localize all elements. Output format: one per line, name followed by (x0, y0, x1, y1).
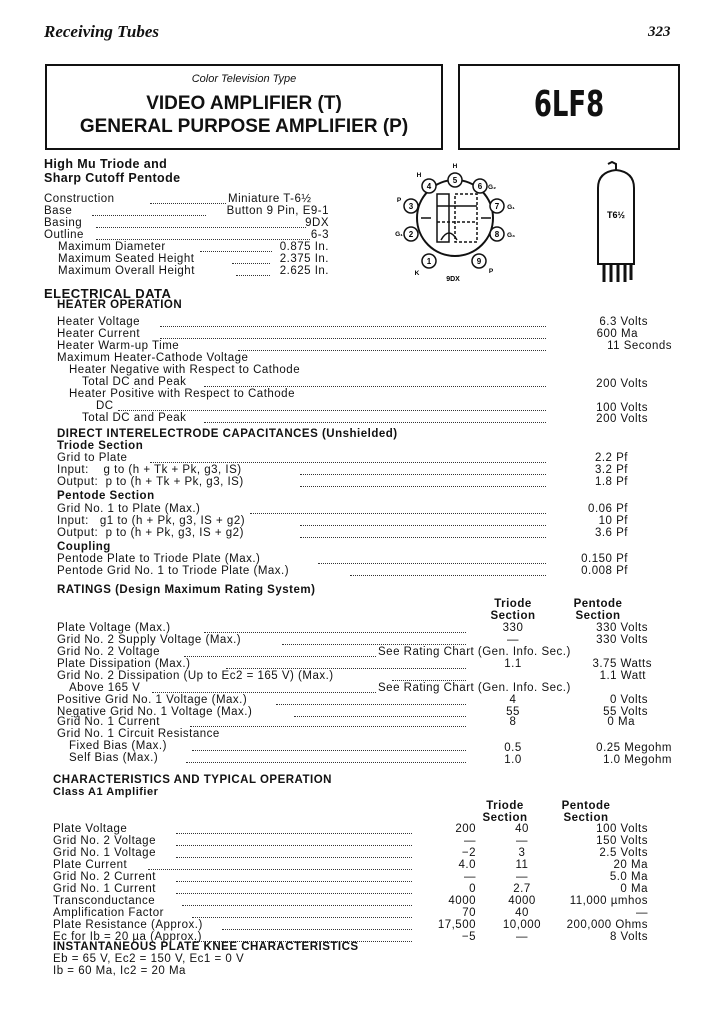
cap-pentode-input-value: 10 Pf (598, 515, 628, 527)
char-row-triode-b: 40 (515, 823, 529, 835)
cap-coupling-grid-value: 0.008 Pf (581, 565, 628, 577)
class-a1-heading: Class A1 Amplifier (53, 786, 159, 798)
rating-pos-g1-pentode: 0 Volts (609, 694, 648, 706)
pin-label-1: K (414, 270, 420, 277)
char-row-triode-a: −2 (461, 847, 476, 859)
coupling-heading: Coupling (57, 541, 111, 553)
description-line-2: Sharp Cutoff Pentode (44, 171, 181, 185)
pos-total-dc-peak-value: 200 Volts (596, 413, 648, 425)
pin-label-9: P (488, 268, 494, 275)
title-line-2: GENERAL PURPOSE AMPLIFIER (P) (79, 116, 409, 137)
rating-fixed-bias-pentode: 0.25 Megohm (596, 742, 672, 754)
char-row-label: Grid No. 1 Current (53, 883, 156, 895)
char-row-triode-b: — (516, 835, 528, 847)
capacitances-heading: DIRECT INTERELECTRODE CAPACITANCES (Unshielded) (57, 428, 398, 440)
pin-label-4: H (416, 172, 422, 179)
knee-line-1: Eb = 65 V, Ec2 = 150 V, Ec1 = 0 V (53, 953, 245, 965)
char-col-pentode-1: Pentode (561, 800, 611, 812)
description-line-1: High Mu Triode and (44, 157, 168, 171)
char-row-pentode: 5.0 Ma (609, 871, 648, 883)
pin-1: 1 (426, 257, 432, 266)
char-row-triode-a: 0 (469, 883, 476, 895)
rating-g2-voltage-span: See Rating Chart (Gen. Info. Sec.) (378, 646, 571, 658)
tube-outline-drawing (590, 160, 642, 285)
cap-triode-output-value: 1.8 Pf (594, 476, 628, 488)
pin-5: 5 (452, 176, 458, 185)
pin-label-3: P (396, 197, 402, 204)
pin-label-6: G₂ (488, 184, 496, 191)
ratings-col-triode-1: Triode (494, 598, 532, 610)
pin-3: 3 (408, 202, 414, 211)
cap-pentode-output-value: 3.6 Pf (594, 527, 628, 539)
cap-g1-plate-label: Grid No. 1 to Plate (Max.) (57, 503, 201, 515)
char-row-label: Plate Resistance (Approx.) (53, 919, 203, 931)
triode-section-heading: Triode Section (57, 440, 144, 452)
rating-pos-g1-label: Positive Grid No. 1 Voltage (Max.) (57, 694, 248, 706)
pin-7: 7 (494, 202, 500, 211)
char-row-label: Plate Voltage (53, 823, 128, 835)
title-line-1: VIDEO AMPLIFIER (T) (146, 93, 342, 114)
char-row-triode-b: 40 (515, 907, 529, 919)
rating-neg-g1-triode: 55 (506, 706, 520, 718)
rating-g1-current-pentode: 0 Ma (607, 716, 635, 728)
max-seated-height-label: Maximum Seated Height (58, 253, 195, 265)
max-overall-height-label: Maximum Overall Height (58, 265, 195, 277)
pin-9: 9 (476, 257, 482, 266)
cap-grid-plate-label: Grid to Plate (57, 452, 128, 464)
heater-voltage-label: Heater Voltage (57, 316, 141, 328)
pin-label-8: G₃ (506, 232, 516, 239)
char-row-triode-a: — (464, 835, 476, 847)
ratings-heading: RATINGS (Design Maximum Rating System) (57, 584, 316, 596)
max-diameter-value: 0.875 In. (279, 241, 329, 253)
title-box (45, 64, 443, 150)
max-overall-height-value: 2.625 In. (279, 265, 329, 277)
char-row-label: Amplification Factor (53, 907, 164, 919)
characteristics-heading: CHARACTERISTICS AND TYPICAL OPERATION (53, 774, 332, 786)
max-seated-height-value: 2.375 In. (279, 253, 329, 265)
basing-code: 9DX (446, 276, 460, 283)
pin-label-5: H (452, 163, 458, 170)
char-row-pentode: 200,000 Ohms (566, 919, 648, 931)
construction-label: Construction (44, 193, 115, 205)
char-row-pentode: 100 Volts (596, 823, 648, 835)
char-col-triode-1: Triode (486, 800, 524, 812)
neg-total-dc-peak-label: Total DC and Peak (82, 376, 187, 388)
max-diameter-label: Maximum Diameter (58, 241, 166, 253)
char-row-triode-b: 2.7 (513, 883, 531, 895)
neg-total-dc-peak-value: 200 Volts (596, 378, 648, 390)
heater-positive-label: Heater Positive with Respect to Cathode (69, 388, 295, 400)
outline-label: Outline (44, 229, 84, 241)
char-row-label: Grid No. 1 Voltage (53, 847, 156, 859)
basing-value: 9DX (305, 217, 329, 229)
rating-plate-dissipation-pentode: 3.75 Watts (592, 658, 652, 670)
pin-8: 8 (494, 230, 500, 239)
page-number: 323 (648, 24, 671, 40)
outline-size-label: T6½ (606, 210, 626, 220)
rating-plate-voltage-triode: 330 (502, 622, 524, 634)
cap-grid-plate-value: 2.2 Pf (594, 452, 628, 464)
cap-coupling-plate-label: Pentode Plate to Triode Plate (Max.) (57, 553, 261, 565)
char-row-triode-b: 10,000 (502, 919, 542, 931)
ratings-col-triode-2: Section (490, 610, 536, 622)
rating-g1-current-triode: 8 (509, 716, 517, 728)
cap-g1-plate-value: 0.06 Pf (588, 503, 628, 515)
rating-fixed-bias-triode: 0.5 (504, 742, 522, 754)
pos-dc-value: 100 Volts (596, 402, 648, 414)
pin-6: 6 (477, 182, 483, 191)
pos-total-dc-peak-label: Total DC and Peak (82, 412, 187, 424)
cap-coupling-plate-value: 0.150 Pf (581, 553, 628, 565)
char-row-pentode: 20 Ma (613, 859, 648, 871)
heater-voltage-value: 6.3 Volts (599, 316, 648, 328)
char-row-triode-b: 11 (515, 859, 529, 871)
char-row-triode-a: 17,500 (437, 919, 476, 931)
rating-plate-dissipation-label: Plate Dissipation (Max.) (57, 658, 191, 670)
knee-line-2: Ib = 60 Ma, Ic2 = 20 Ma (53, 965, 186, 977)
max-heater-cathode-label: Maximum Heater-Cathode Voltage (57, 352, 249, 364)
char-row-label: Ec for Ib = 20 µa (Approx.) (53, 931, 202, 943)
cap-coupling-grid-label: Pentode Grid No. 1 to Triode Plate (Max.) (57, 565, 290, 577)
rating-above-165-span: See Rating Chart (Gen. Info. Sec.) (378, 682, 571, 694)
char-row-triode-a: 4.0 (458, 859, 476, 871)
basing-diagram (393, 160, 523, 285)
char-row-pentode: 2.5 Volts (599, 847, 648, 859)
char-row-triode-a: −5 (461, 931, 476, 943)
rating-g2-supply-triode: — (507, 634, 519, 646)
knee-heading: INSTANTANEOUS PLATE KNEE CHARACTERISTICS (53, 941, 359, 953)
char-row-label: Transconductance (53, 895, 156, 907)
tube-type: 6LF8 (533, 84, 605, 125)
rating-g1-current-label: Grid No. 1 Current (57, 716, 160, 728)
heater-warmup-label: Heater Warm-up Time (57, 340, 180, 352)
char-row-triode-a: 70 (462, 907, 476, 919)
char-row-triode-a: 4000 (448, 895, 476, 907)
rating-above-165-label: Above 165 V (69, 682, 141, 694)
pentode-section-heading: Pentode Section (57, 490, 155, 502)
base-label: Base (44, 205, 73, 217)
rating-self-bias-pentode: 1.0 Megohm (603, 754, 672, 766)
rating-g2-voltage-label: Grid No. 2 Voltage (57, 646, 160, 658)
rating-g2-dissipation-label: Grid No. 2 Dissipation (Up to Ec2 = 165 V) (Max.) (57, 670, 334, 682)
char-row-label: Grid No. 2 Voltage (53, 835, 156, 847)
rating-pos-g1-triode: 4 (509, 694, 517, 706)
basing-label: Basing (44, 217, 83, 229)
type-box (458, 64, 680, 150)
char-col-triode-2: Section (482, 812, 528, 824)
char-row-pentode: 8 Volts (609, 931, 648, 943)
heater-current-value: 600 Ma (596, 328, 638, 340)
char-row-label: Plate Current (53, 859, 128, 871)
ratings-col-pentode-2: Section (575, 610, 621, 622)
rating-self-bias-triode: 1.0 (504, 754, 522, 766)
outline-value: 6-3 (310, 229, 329, 241)
title-subtitle: Color Television Type (191, 73, 297, 85)
cap-triode-input-value: 3.2 Pf (594, 464, 628, 476)
char-row-triode-b: 4000 (508, 895, 536, 907)
cap-triode-input-label: Input: g to (h + Tk + Pk, g3, IS) (57, 464, 242, 476)
char-row-triode-a: — (464, 871, 476, 883)
construction-value: Miniature T-6½ (228, 193, 312, 205)
char-row-triode-b: 3 (518, 847, 526, 859)
pos-dc-label: DC (96, 400, 114, 412)
rating-neg-g1-label: Negative Grid No. 1 Voltage (Max.) (57, 706, 253, 718)
char-row-triode-a: 200 (455, 823, 476, 835)
char-col-pentode-2: Section (563, 812, 609, 824)
cap-pentode-output-label: Output: p to (h + Pk, g3, IS + g2) (57, 527, 244, 539)
char-row-label: Grid No. 2 Current (53, 871, 156, 883)
rating-self-bias-label: Self Bias (Max.) (69, 752, 159, 764)
heater-negative-label: Heater Negative with Respect to Cathode (69, 364, 301, 376)
heater-operation-heading: HEATER OPERATION (57, 299, 183, 311)
char-row-pentode: 150 Volts (596, 835, 648, 847)
heater-current-label: Heater Current (57, 328, 141, 340)
rating-g2-supply-label: Grid No. 2 Supply Voltage (Max.) (57, 634, 242, 646)
rating-plate-voltage-label: Plate Voltage (Max.) (57, 622, 171, 634)
rating-neg-g1-pentode: 55 Volts (603, 706, 648, 718)
cap-pentode-input-label: Input: g1 to (h + Pk, g3, IS + g2) (57, 515, 246, 527)
char-row-pentode: — (636, 907, 648, 919)
char-row-triode-b: — (516, 871, 528, 883)
rating-plate-voltage-pentode: 330 Volts (596, 622, 648, 634)
ratings-col-pentode-1: Pentode (573, 598, 623, 610)
pin-4: 4 (426, 182, 432, 191)
section-header: Receiving Tubes (44, 22, 160, 41)
heater-warmup-value: 11 Seconds (607, 340, 672, 352)
rating-circuit-resistance-label: Grid No. 1 Circuit Resistance (57, 728, 220, 740)
cap-triode-output-label: Output: p to (h + Tk + Pk, g3, IS) (57, 476, 244, 488)
pin-2: 2 (408, 230, 414, 239)
pin-label-2: G₁ (395, 231, 403, 238)
char-row-triode-b: — (516, 931, 528, 943)
rating-g2-supply-pentode: 330 Volts (596, 634, 648, 646)
electrical-data-heading: ELECTRICAL DATA (44, 286, 172, 301)
rating-fixed-bias-label: Fixed Bias (Max.) (69, 740, 167, 752)
rating-g2-dissipation-pentode: 1.1 Watt (599, 670, 646, 682)
base-value: Button 9 Pin, E9-1 (226, 205, 329, 217)
char-row-pentode: 11,000 µmhos (569, 895, 648, 907)
pin-label-7: G₁ (507, 204, 515, 211)
rating-plate-dissipation-triode: 1.1 (504, 658, 522, 670)
char-row-pentode: 0 Ma (620, 883, 648, 895)
